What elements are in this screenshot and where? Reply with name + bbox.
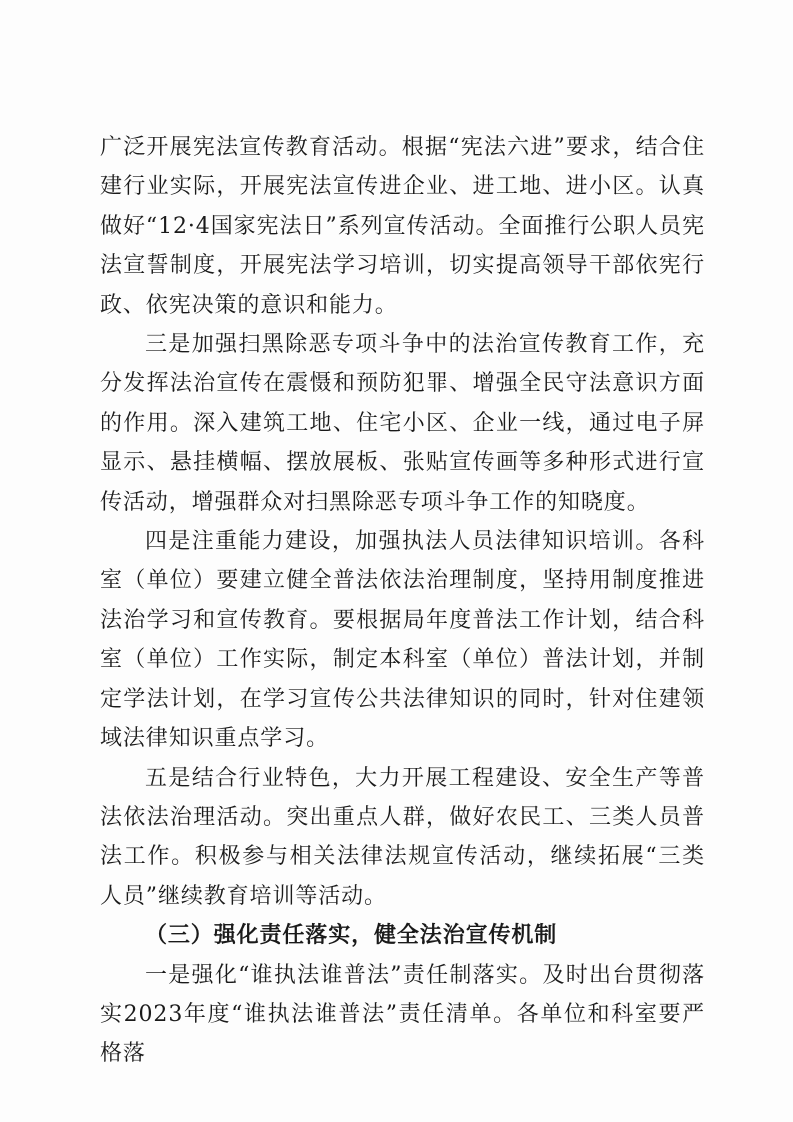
paragraph-anti-crime-publicity: 三是加强扫黑除恶专项斗争中的法治宣传教育工作，充分发挥法治宣传在震慑和预防犯罪、增强全民守法意识方面的作用。深入建筑工地、住宅小区、企业一线，通过电子屏显示、悬挂横幅、摆放展板、张贴宣传画等多种形式进行宣传活动，增强群众对扫黑除恶专项斗争工作的知晓度。 <box>100 332 705 515</box>
paragraph-capacity-building: 四是注重能力建设，加强执法人员法律知识培训。各科室（单位）要建立健全普法依法治理制度，坚持用制度推进法治学习和宣传教育。要根据局年度普法工作计划，结合科室（单位）工作实际，制定本科室（单位）普法计划，并制定学法计划，在学习宣传公共法律知识的同时，针对住建领域法律知识重点学习。 <box>100 529 705 752</box>
document-body <box>100 128 705 1074</box>
paragraph-responsibility-system: 一是强化“谁执法谁普法”责任制落实。及时出台贯彻落实2023年度“谁执法谁普法”责任清单。各单位和科室要严格落 <box>100 962 705 1067</box>
paragraph-industry-features: 五是结合行业特色，大力开展工程建设、安全生产等普法依法治理活动。突出重点人群，做好农民工、三类人员普法工作。积极参与相关法律法规宣传活动，继续拓展“三类人员”继续教育培训等活动。 <box>100 765 705 909</box>
section-heading-responsibility: （三）强化责任落实，健全法治宣传机制 <box>145 922 558 949</box>
paragraph-constitution-publicity: 广泛开展宪法宣传教育活动。根据“宪法六进”要求，结合住建行业实际，开展宪法宣传进企业、进工地、进小区。认真做好“12·4国家宪法日”系列宣传活动。全面推行公职人员宪法宣誓制度，开展宪法学习培训，切实提高领导干部依宪行政、依宪决策的意识和能力。 <box>100 135 705 318</box>
